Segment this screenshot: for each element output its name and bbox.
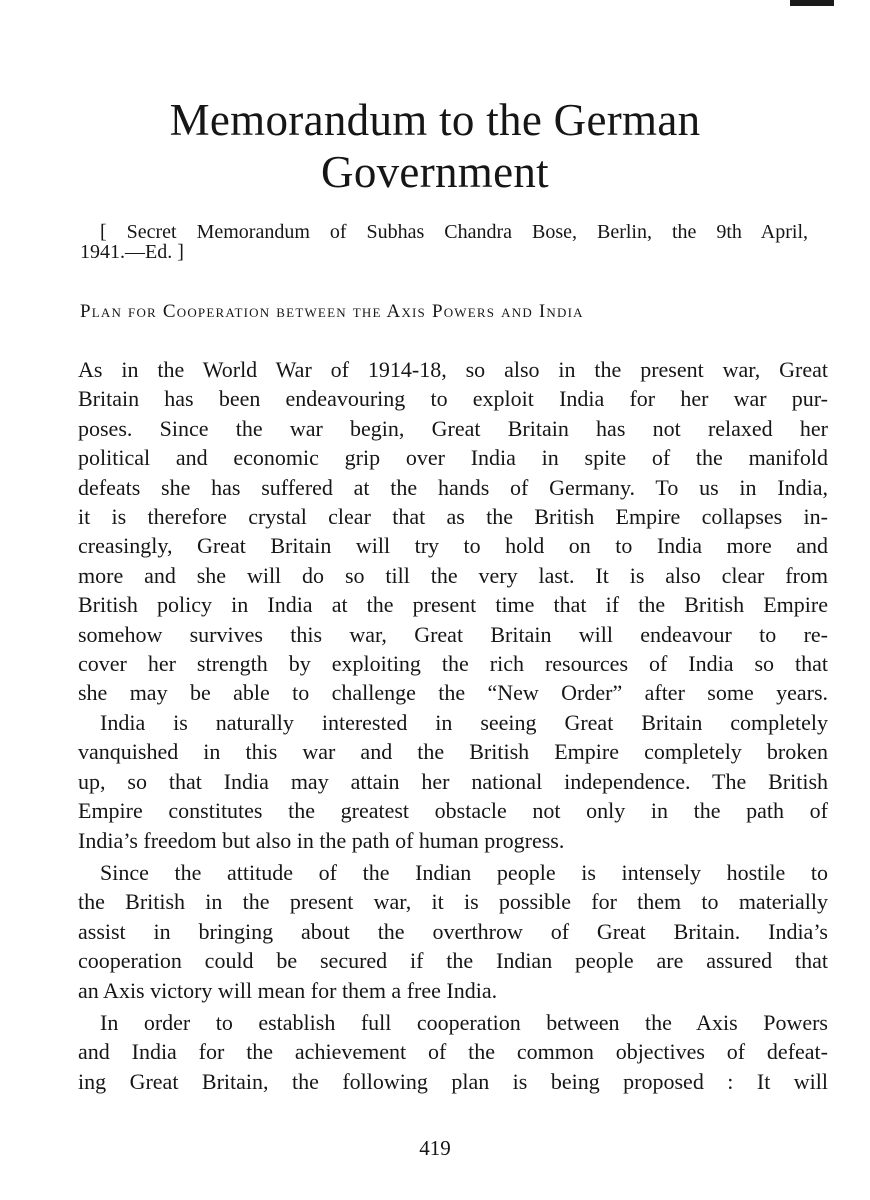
text-line: assist in bringing about the overthrow of Great Britain. India’s xyxy=(78,918,828,944)
page-corner-mark xyxy=(790,0,834,6)
chapter-title xyxy=(0,94,870,198)
paragraph xyxy=(78,858,828,1005)
text-line: Empire constitutes the greatest obstacle not only in the path of xyxy=(78,798,828,824)
text-line: cooperation could be secured if the Indian people are assured that xyxy=(78,948,828,974)
text-line: it is therefore crystal clear that as the British Empire collapses in- xyxy=(78,504,828,530)
text-line: somehow survives this war, Great Britain will endeavour to re- xyxy=(78,621,828,647)
text-line: vanquished in this war and the British Empire completely broken xyxy=(78,739,828,765)
paragraph xyxy=(78,1008,828,1096)
text-line: creasingly, Great Britain will try to hold on to India more and xyxy=(78,533,828,559)
text-line: an Axis victory will mean for them a free India. xyxy=(78,977,498,1003)
text-line: defeats she has suffered at the hands of Germany. To us in India, xyxy=(78,474,828,500)
text-line: As in the World War of 1914-18, so also in the present war, Great xyxy=(78,357,828,382)
text-line: ing Great Britain, the following plan is being proposed : It will xyxy=(78,1068,828,1094)
text-line: cover her strength by exploiting the rich resources of India so that xyxy=(78,651,828,677)
page-number: 419 xyxy=(419,1136,451,1160)
text-line: more and she will do so till the very last. It is also clear from xyxy=(78,562,828,588)
text-line: Britain has been endeavouring to exploit India for her war pur- xyxy=(78,386,828,412)
text-line: British policy in India at the present time that if the British Empire xyxy=(78,592,828,618)
text-line: up, so that India may attain her national independence. The British xyxy=(78,768,828,794)
chapter-title-line: Government xyxy=(321,147,549,197)
editor-note xyxy=(80,222,808,262)
text-line: political and economic grip over India in spite of the manifold xyxy=(78,445,828,471)
text-line: In order to establish full cooperation between the Axis Powers xyxy=(100,1009,828,1035)
editor-note-line: 1941.—Ed. ] xyxy=(80,241,184,263)
text-line: India’s freedom but also in the path of human progress. xyxy=(78,827,565,853)
section-heading: Plan for Cooperation between the Axis Powers and India xyxy=(80,301,584,322)
text-line: the British in the present war, it is possible for them to materially xyxy=(78,889,828,915)
text-line: poses. Since the war begin, Great Britain has not relaxed her xyxy=(78,415,828,441)
paragraph xyxy=(78,708,828,855)
text-line: and India for the achievement of the common objectives of defeat- xyxy=(78,1039,828,1065)
chapter-title-line: Memorandum to the German xyxy=(169,95,701,145)
text-line: she may be able to challenge the “New Order” after some years. xyxy=(78,680,828,706)
editor-note-line: [ Secret Memorandum of Subhas Chandra Bose, Berlin, the 9th April, xyxy=(100,221,808,243)
body-text xyxy=(78,355,828,1096)
paragraph xyxy=(78,355,828,708)
text-line: India is naturally interested in seeing Great Britain completely xyxy=(100,709,828,735)
text-line: Since the attitude of the Indian people is intensely hostile to xyxy=(100,859,828,885)
